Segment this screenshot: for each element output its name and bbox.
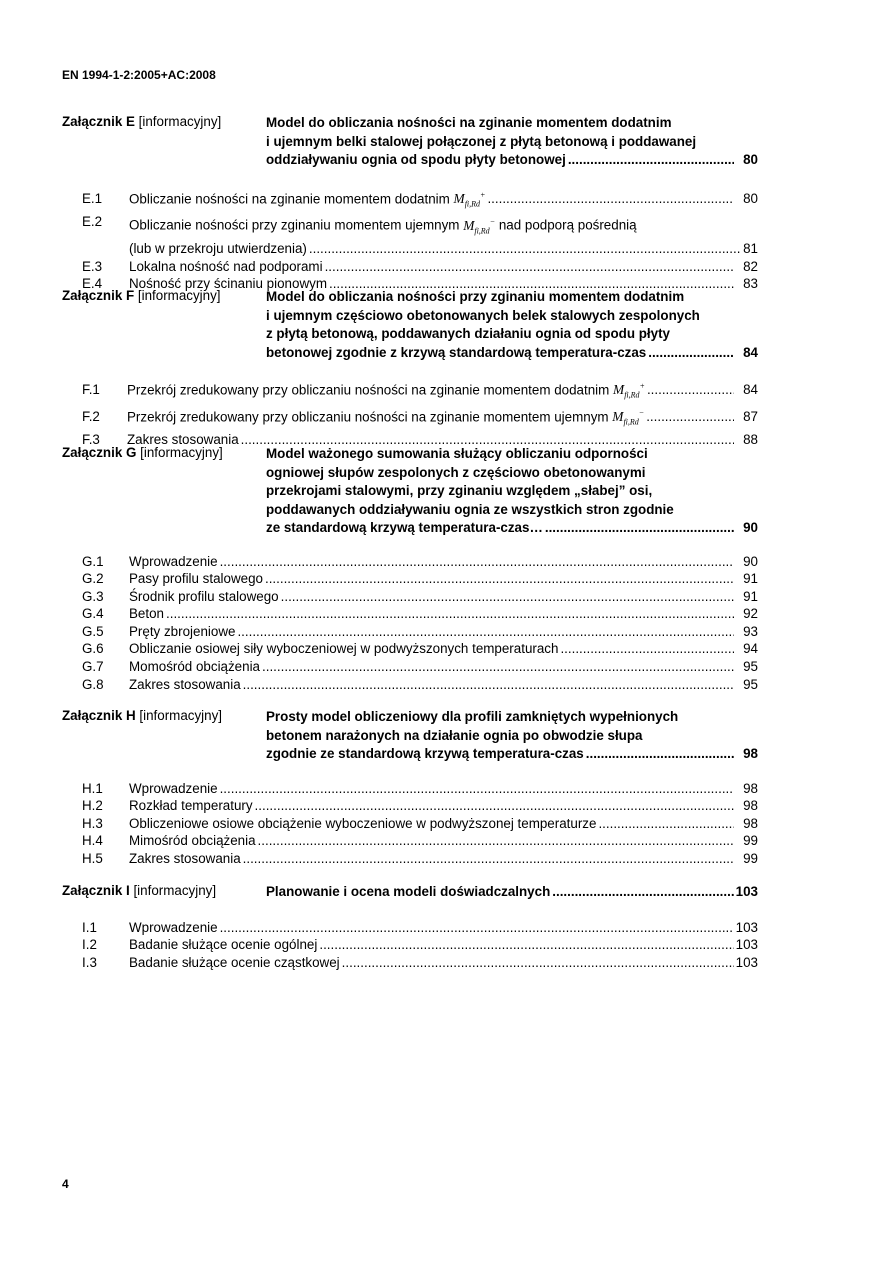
toc-entry[interactable]: F.2 Przekrój zredukowany przy obliczaniu nośności na zginanie momentem ujemnym $M_{fi,Rd}^-$ ..... 87 [82, 405, 758, 432]
annex-title[interactable]: Planowanie i ocena modeli doświadczalnych ..... 103 [266, 883, 758, 902]
toc-entry[interactable]: G.3 Środnik profilu stalowego ..... 91 [82, 588, 758, 606]
annex-f [62, 288, 758, 449]
page-number: 84 [743, 344, 758, 360]
toc-entry[interactable]: G.2 Pasy profilu stalowego ..... 91 [82, 570, 758, 588]
toc-entry[interactable]: I.3 Badanie służące ocenie cząstkowej ..... 103 [82, 954, 758, 972]
annex-title[interactable]: Model do obliczania nośności na zginanie momentem dodatnim i ujemnym belki stalowej połączonej z płytą betonową i poddawanej oddziaływaniu ognia od spodu płyty betonowej ..... 80 [266, 114, 758, 170]
annex-label: Załącznik F [informacyjny] [62, 288, 221, 303]
toc-entry[interactable]: I.2 Badanie służące ocenie ogólnej ..... 103 [82, 936, 758, 954]
toc-entry[interactable]: G.4 Beton ..... 92 [82, 605, 758, 623]
toc-entry[interactable]: G.1 Wprowadzenie ..... 90 [82, 553, 758, 571]
annex-title[interactable]: Prosty model obliczeniowy dla profili zamkniętych wypełnionych betonem narażonych na działanie ognia po obwodzie słupa zgodnie ze standardową krzywą temperatura-czas ..... 98 [266, 708, 758, 764]
toc-entry[interactable]: G.7 Momośród obciążenia ..... 95 [82, 658, 758, 676]
toc-entry[interactable]: H.4 Mimośród obciążenia ..... 99 [82, 832, 758, 850]
annex-label: Załącznik E [informacyjny] [62, 114, 222, 129]
page-number: 98 [743, 746, 758, 761]
page-number: 103 [735, 884, 758, 899]
toc-entry[interactable]: H.3 Obliczeniowe osiowe obciążenie wyboczeniowe w podwyższonej temperaturze ..... 98 [82, 815, 758, 833]
page-number: 80 [743, 152, 758, 167]
toc-entry[interactable]: G.5 Pręty zbrojeniowe ..... 93 [82, 623, 758, 641]
annex-h [62, 708, 758, 867]
annex-e [62, 114, 758, 293]
annex-label: Załącznik H [informacyjny] [62, 708, 223, 723]
toc-entry[interactable]: I.1 Wprowadzenie ..... 103 [82, 919, 758, 937]
toc-entry[interactable]: E.1 Obliczanie nośności na zginanie momentem dodatnim $M_{fi,Rd}^+$ ..... 80 [82, 187, 758, 214]
annex-label: Załącznik I [informacyjny] [62, 883, 217, 898]
annex-title[interactable]: Model do obliczania nośności przy zginaniu momentem dodatnim i ujemnym częściowo obetonowanych belek stalowych zespolonych z płytą betonową, poddawanych działaniu ognia od spodu płyty betonowej zgodnie z krzywą standardową temperatura-czas ..... 84 [266, 288, 758, 362]
annex-title[interactable]: Model ważonego sumowania służący obliczaniu odporności ogniowej słupów zespolonych z częściowo obetonowanymi przekrojami stalowymi, przy zginaniu względem „słabej” osi, poddawanych oddziaływaniu ognia ze wszystkich stron zgodnie ze standardową krzywą temperatura-czas… ..... 90 [266, 445, 758, 538]
annex-i [62, 883, 758, 971]
toc-entry[interactable]: E.4 Nośność przy ścinaniu pionowym ..... 83 [82, 275, 758, 293]
annex-g [62, 445, 758, 693]
toc-entry[interactable]: H.1 Wprowadzenie ..... 98 [82, 780, 758, 798]
toc-entry[interactable]: G.6 Obliczanie osiowej siły wyboczeniowej w podwyższonych temperaturach ..... 94 [82, 640, 758, 658]
document-header: EN 1994-1-2:2005+AC:2008 [62, 68, 216, 82]
toc-entry[interactable]: E.2 Obliczanie nośności przy zginaniu momentem ujemnym $M_{fi,Rd}^-$ nad podporą pośrednią (lub w przekroju utwierdzenia) ..... 81 [82, 213, 758, 257]
page-number: 90 [743, 520, 758, 535]
page-number-footer: 4 [62, 1177, 69, 1191]
toc-entry[interactable]: H.2 Rozkład temperatury ..... 98 [82, 797, 758, 815]
toc-entry[interactable]: G.8 Zakres stosowania ..... 95 [82, 676, 758, 694]
toc-entry[interactable]: F.1 Przekrój zredukowany przy obliczaniu nośności na zginanie momentem dodatnim $M_{fi,Rd}^+$ ..... 84 [82, 378, 758, 405]
toc-entry[interactable]: E.3 Lokalna nośność nad podporami ..... 82 [82, 258, 758, 276]
annex-label: Załącznik G [informacyjny] [62, 445, 223, 460]
toc-entry[interactable]: F.3 Zakres stosowania ..... 88 [82, 431, 758, 449]
toc-entry[interactable]: H.5 Zakres stosowania ..... 99 [82, 850, 758, 868]
